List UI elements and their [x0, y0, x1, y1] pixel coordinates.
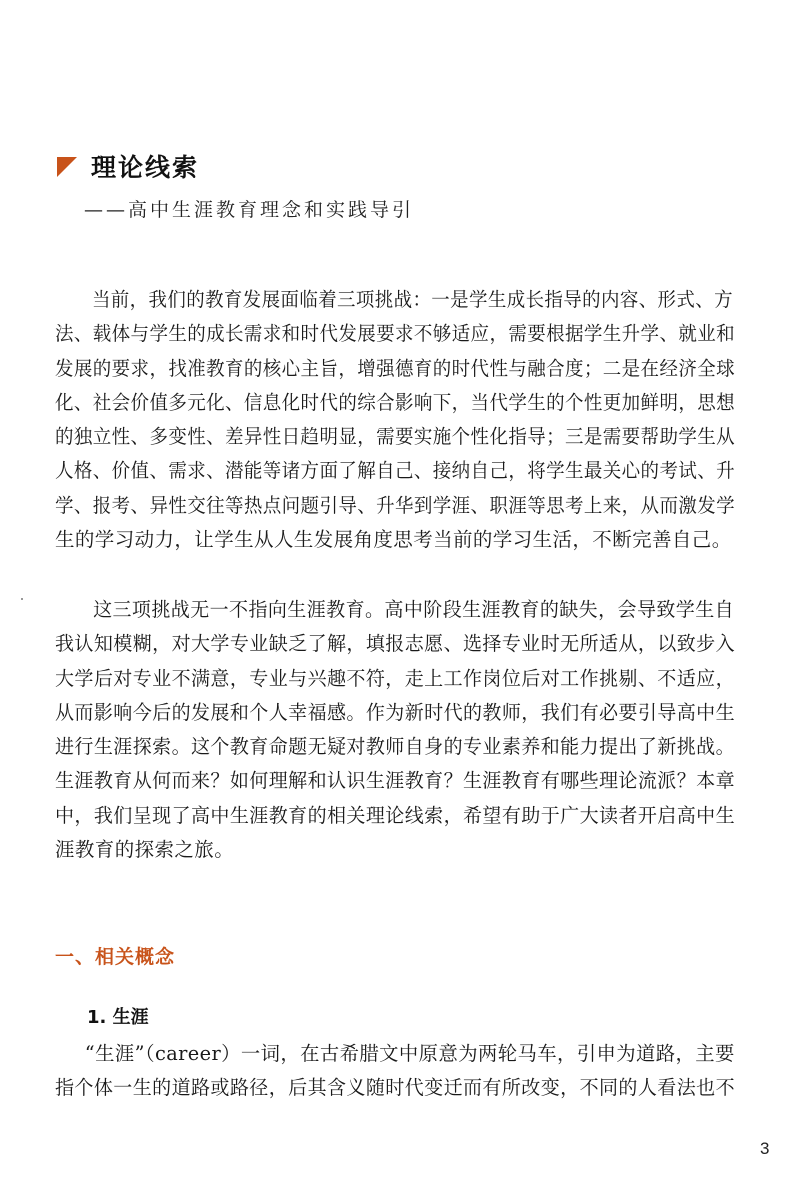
text-line: 的独立性、多变性、差异性日趋明显，需要实施个性化指导；三是需要帮助学生从: [55, 425, 736, 449]
body-paragraph-1: [55, 283, 735, 557]
page-number: 3: [760, 1139, 770, 1158]
text-line: 从而影响今后的发展和个人幸福感。作为新时代的教师，我们有必要引导高中生: [55, 700, 736, 724]
text-line: 指个体一生的道路或路径，后其含义随时代变迁而有所改变，不同的人看法也不: [55, 1076, 736, 1100]
text-line: 中，我们呈现了高中生涯教育的相关理论线索，希望有助于广大读者开启高中生: [55, 803, 736, 827]
text-line: 我认知模糊，对大学专业缺乏了解，填报志愿、选择专业时无所适从，以致步入: [55, 632, 736, 656]
text-line: 进行生涯探索。这个教育命题无疑对教师自身的专业素养和能力提出了新挑战。: [55, 735, 736, 759]
body-paragraph-3: [55, 1037, 735, 1106]
text-line: 法、载体与学生的成长需求和时代发展要求不够适应，需要根据学生升学、就业和: [55, 322, 736, 346]
subsection-heading: 1. 生涯: [87, 1007, 149, 1028]
body-paragraph-2: [55, 593, 735, 867]
text-line: 大学后对专业不满意，专业与兴趣不符，走上工作岗位后对工作挑剔、不适应，: [55, 666, 736, 690]
text-line: 这三项挑战无一不指向生涯教育。高中阶段生涯教育的缺失，会导致学生自: [93, 598, 735, 621]
text-line: 当前，我们的教育发展面临着三项挑战：一是学生成长指导的内容、形式、方: [91, 288, 733, 311]
text-line: 发展的要求，找准教育的核心主旨，增强德育的时代性与融合度；二是在经济全球: [55, 356, 736, 380]
text-line: 学、报考、异性交往等热点问题引导、升华到学涯、职涯等思考上来，从而激发学: [55, 493, 736, 517]
chapter-title: 理论线索: [91, 153, 200, 182]
text-line: 涯教育的探索之旅。: [55, 838, 235, 862]
text-line: 人格、价值、需求、潜能等诸方面了解自己、接纳自己，将学生最关心的考试、升: [55, 459, 736, 483]
triangle-marker-icon: [57, 157, 77, 177]
text-line: 生涯教育从何而来？如何理解和认识生涯教育？生涯教育有哪些理论流派？本章: [55, 769, 736, 793]
chapter-title-row: [57, 148, 199, 184]
chapter-subtitle: ——高中生涯教育理念和实践导引: [84, 199, 415, 221]
margin-mark: [21, 598, 23, 600]
text-line: 化、社会价值多元化、信息化时代的综合影响下，当代学生的个性更加鲜明，思想: [55, 390, 736, 414]
text-line: 生的学习动力，让学生从人生发展角度思考当前的学习生活，不断完善自己。: [55, 528, 732, 552]
text-line: “生涯”（career）一词，在古希腊文中原意为两轮马车，引申为道路，主要: [84, 1042, 735, 1065]
section-heading: 一、相关概念: [55, 946, 176, 968]
